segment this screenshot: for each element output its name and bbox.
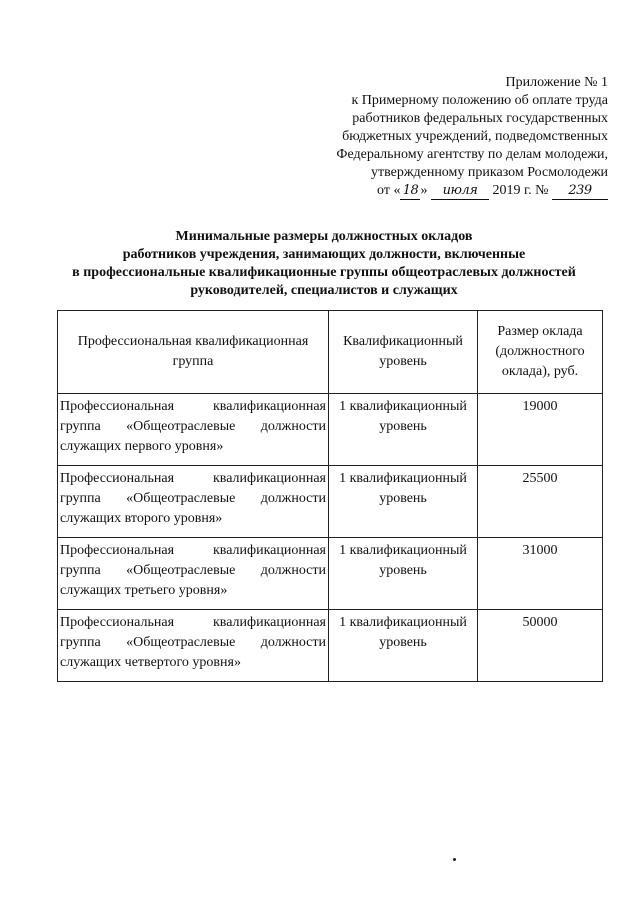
appendix-line: утвержденному приказом Росмолодежи	[370, 165, 608, 180]
date-month-handwritten: июля	[431, 183, 489, 200]
table-row	[58, 610, 603, 682]
document-heading	[30, 228, 618, 300]
cell-salary: 31000	[478, 538, 603, 610]
cell-group: Профессиональная квалификационная группа «Общеотраслевые должности служащих первого уровня»	[58, 394, 329, 466]
heading-line: Минимальные размеры должностных окладов	[175, 229, 473, 244]
date-day-handwritten: 18	[400, 183, 420, 200]
cell-group: Профессиональная квалификационная группа «Общеотраслевые должности служащих второго уровня»	[58, 466, 329, 538]
heading-line: руководителей, специалистов и служащих	[190, 283, 458, 298]
cell-level: 1 квалификационный уровень	[329, 466, 478, 538]
salary-table	[57, 310, 603, 682]
appendix-line: бюджетных учреждений, подведомственных	[342, 129, 608, 144]
cell-salary: 50000	[478, 610, 603, 682]
appendix-line: к Примерному положению об оплате труда	[351, 93, 608, 108]
table-row	[58, 394, 603, 466]
header-level: Квалификационный уровень	[329, 311, 478, 394]
appendix-line: Федеральному агентству по делам молодежи,	[336, 147, 608, 162]
cell-group: Профессиональная квалификационная группа «Общеотраслевые должности служащих четвертого уровня»	[58, 610, 329, 682]
heading-line: в профессиональные квалификационные группы общеотраслевых должностей	[72, 265, 576, 280]
appendix-block	[268, 74, 608, 200]
order-date-line	[268, 182, 608, 200]
appendix-line: работников федеральных государственных	[352, 111, 608, 126]
cell-level: 1 квалификационный уровень	[329, 538, 478, 610]
header-salary: Размер оклада (должностного оклада), руб.	[478, 311, 603, 394]
order-number-handwritten: 239	[552, 183, 608, 200]
header-group: Профессиональная квалификационная группа	[58, 311, 329, 394]
date-mid: »	[420, 183, 428, 198]
cell-salary: 25500	[478, 466, 603, 538]
table-row	[58, 466, 603, 538]
cell-level: 1 квалификационный уровень	[329, 394, 478, 466]
cell-group: Профессиональная квалификационная группа «Общеотраслевые должности служащих третьего уровня»	[58, 538, 329, 610]
cell-level: 1 квалификационный уровень	[329, 610, 478, 682]
date-year: 2019 г. №	[492, 183, 549, 198]
cell-salary: 19000	[478, 394, 603, 466]
scan-speck	[453, 858, 456, 861]
heading-line: работников учреждения, занимающих должности, включенные	[122, 247, 526, 262]
date-prefix: от «	[377, 183, 401, 198]
table-header-row	[58, 311, 603, 394]
appendix-title: Приложение № 1	[505, 75, 608, 90]
table-row	[58, 538, 603, 610]
